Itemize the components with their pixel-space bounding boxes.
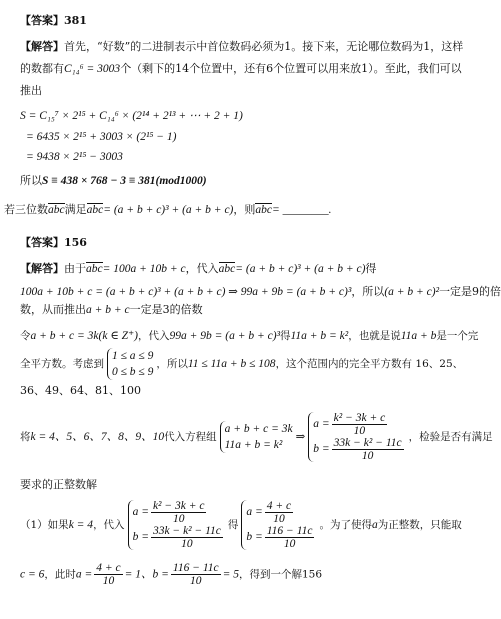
equation-1: S = C₁₅⁷ × 2¹⁵ + C₁₄⁶ × (2¹⁴ + 2¹³ + ⋯ + 2 + 1) [20,110,243,122]
s2-l2-formula: 100a + 10b + c = (a + b + c)³ + (a + b + c) ⇒ 99a + 9b = (a + b + c)³ [20,286,352,298]
case1-a-label: a = [132,506,149,519]
s2-l10-a-frac [94,562,122,587]
analysis-label-2: 【解答】 [20,262,64,275]
case1-result-a-label: a = [246,506,263,519]
question-mid: 满足 [64,203,87,216]
equation-system [220,421,293,453]
s2-l4-post: ，也就是说 [348,330,401,342]
case1-a-num: k² − 3k + c [152,500,205,512]
s2-l9-post-var: a [371,519,378,531]
solution-b-frac [332,437,404,462]
case1-b-den: 10 [181,538,193,550]
constraint-system [107,348,153,380]
s2-l5-mid: ，所以 [156,358,188,370]
s2-l10-b-den: 10 [190,575,202,587]
s2-line-6: 36、49、64、81、100 [20,384,141,397]
solution-b-label: b = [313,443,330,456]
solution-b-den: 10 [361,450,374,462]
case1-result-a-den: 10 [273,513,285,525]
system-eq-2: 11a + b = k² [224,439,283,451]
case1-a-den: 10 [172,513,185,525]
solution-b-num: 33k − k² − 11c [333,437,402,449]
s2-line-3 [20,303,203,317]
s2-l9-k: k = 4 [68,519,94,531]
equation-2: = 6435 × 2¹⁵ + 3003 × (2¹⁵ − 1) [26,131,177,143]
case1-result-b-label: b = [246,531,263,544]
s2-l5-post: ，这个范围内的完全平方数有 16、25、 [275,358,464,370]
s2-l1-pre: 由于 [64,262,86,275]
solution-a-den: 10 [353,425,366,437]
s2-l4-pre: 令 [20,330,31,342]
case1-result-b-frac [265,525,315,550]
case1-result-a-frac [265,500,293,525]
solution-a-frac [332,412,388,437]
constraint-b: 0 ≤ b ≤ 9 [112,366,154,378]
s2-l10-post: ，得到一个解156 [238,568,323,581]
case1-b-frac [151,525,223,550]
analysis-line-2 [20,62,462,76]
s2-line-7 [20,412,493,462]
s2-l4-post2: 是一个完 [436,330,479,342]
equation-3: = 9438 × 2¹⁵ − 3003 [26,151,123,163]
case1-a-frac [151,500,207,525]
case1-result-b [246,525,316,550]
case1-a [133,500,225,525]
s2-l5-pre: 全平方数。考虑到 [20,358,104,370]
case1-result-a-num: 4 + c [266,500,292,512]
analysis-line-1 [20,40,463,54]
s2-l7-mid: 代入方程组 [164,431,217,443]
s2-l1-post: 得 [365,262,377,275]
solution-system [308,412,405,462]
answer-label-2: 【答案】156 [20,236,87,249]
s2-l10-mid: ，此时 [44,568,76,581]
combination-formula: C₁₄⁶ = 3003 [64,63,121,75]
case1-b-label: b = [132,531,149,544]
case1-b [133,525,225,550]
s2-l9-get: 得 [227,519,239,531]
s2-l5-formula: 11 ≤ 11a + b ≤ 108 [187,358,276,370]
s2-l4-mid: ，代入 [137,330,170,342]
case1-system [128,500,225,550]
s2-l2-mid: ，所以 [351,285,385,298]
s2-line-10 [20,562,322,587]
s2-l4-formula: a + b + c = 3k(k ∈ Z⁺) [30,330,138,342]
s2-l7-pre: 将 [20,431,31,443]
s2-line-5 [20,348,463,380]
s2-l10-b-num: 116 − 11c [172,562,219,574]
s2-l9-post-pre: 。为了使得 [319,519,372,531]
question-line [4,203,332,217]
case1-b-num: 33k − k² − 11c [152,525,221,537]
s2-line-9 [20,500,462,550]
s2-l1-var2: abc [218,263,236,275]
s2-l4-formula3: 11a + b = k² [290,330,349,342]
s2-l4-formula2: 99a + 9b = (a + b + c)³ [169,330,280,342]
s2-l10-c: c = 6 [20,568,45,581]
question-var-2: abc [86,204,104,216]
question-prefix: 若三位数 [4,203,48,216]
s2-l4-mid2: 得 [280,330,291,342]
constraint-a: 1 ≤ a ≤ 9 [112,350,154,362]
implies-arrow: ⇒ [295,431,306,443]
s2-l3-post: 一定是3的倍数 [129,303,203,316]
s2-l1-var: abc [86,263,103,275]
s2-line-4 [20,329,478,343]
s2-l7-formula: k = 4、5、6、7、8、9、10 [30,431,165,443]
question-var-3: abc [255,204,272,216]
solution-a-label: a = [313,418,330,431]
s2-l1-mid: ，代入 [185,262,219,275]
solution-a [313,412,405,437]
question-formula: = (a + b + c)³ + (a + b + c) [103,204,234,216]
analysis-line-3: 推出 [20,84,42,97]
s2-l7-post: ，检验是否有满足 [408,431,493,443]
system-eq-1: a + b + c = 3k [224,423,293,435]
s2-l9-post: 为正整数，只能取 [377,519,462,531]
solution-a-num: k² − 3k + c [333,412,386,424]
case1-result-a [246,500,316,525]
s2-l9-mid: ，代入 [93,519,125,531]
s2-line-8: 要求的正整数解 [20,478,97,491]
question-var-1: abc [48,204,65,216]
answer-label-1: 【答案】381 [20,14,87,27]
case1-result-system [241,500,316,550]
s2-line-1 [20,262,376,276]
case1-result-b-num: 116 − 11c [266,525,313,537]
conclusion-formula: S ≡ 438 × 768 − 3 ≡ 381(mod1000) [42,175,207,187]
analysis-label-1: 【解答】 [20,40,64,53]
question-then: ，则 [233,203,256,216]
solution-b [313,437,405,462]
s2-l10-b-label: 、b = [141,568,169,581]
s2-l1-formula: = 100a + 10b + c [102,263,186,275]
conclusion-prefix: 所以 [20,174,42,187]
s2-l9-pre: （1）如果 [20,519,69,531]
s2-l10-a-den: 10 [102,575,115,587]
s2-l1-formula2: = (a + b + c)³ + (a + b + c) [235,263,366,275]
analysis-text-2a: 的数都有 [20,62,64,75]
question-blank: = ________. [272,204,332,216]
s2-l2-formula2: (a + b + c)² [384,286,440,298]
s2-l10-a-num: 4 + c [96,562,121,574]
s2-l4-formula4: 11a + b [400,330,437,342]
s2-l3-formula: a + b + c [86,304,130,316]
analysis-text-1: 首先，“好数”的二进制表示中首位数码必须为1。接下来，无论哪位数码为1，这样 [64,40,464,53]
s2-l2-post: 一定是9的倍 [439,285,501,298]
s2-l10-a-label: a = [75,568,93,581]
conclusion-line [20,174,207,188]
s2-l3-pre: 数，从而推出 [20,303,86,316]
s2-l10-b-val: = 5 [222,568,239,581]
s2-l10-a-val: = 1 [124,568,142,581]
s2-l10-b-frac [171,562,221,587]
s2-line-2 [20,285,501,299]
case1-result-b-den: 10 [283,538,296,550]
analysis-text-2b: 个（剩下的14个位置中，还有6个位置可以用来放1）。至此，我们可以 [120,62,462,75]
